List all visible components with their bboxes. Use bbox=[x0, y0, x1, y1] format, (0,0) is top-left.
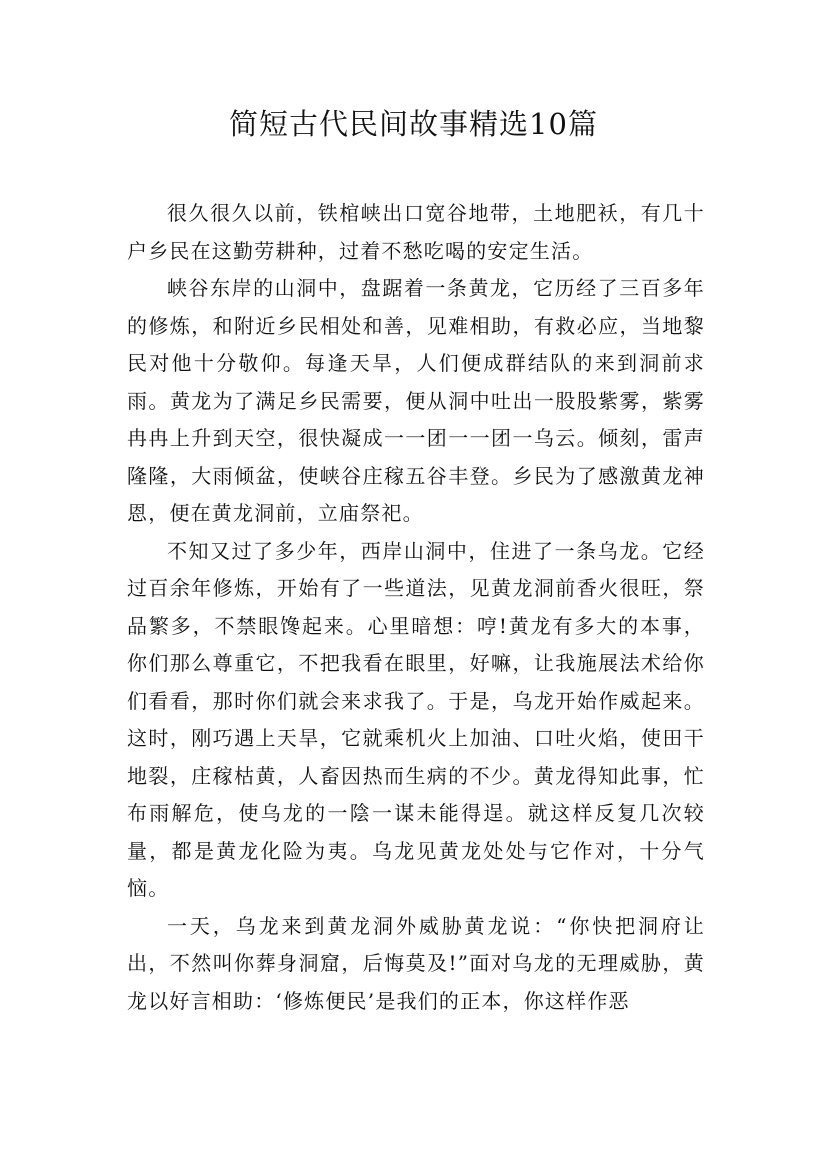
paragraph: 很久很久以前，铁棺峡出口宽谷地带，土地肥袄，有几十户乡民在这勤劳耕种，过着不愁吃喝的安定生活。 bbox=[127, 201, 705, 263]
document-title: 简短古代民间故事精选10篇 bbox=[229, 107, 598, 141]
paragraph: 峡谷东岸的山洞中，盘踞着一条黄龙，它历经了三百多年的修炼，和附近乡民相处和善，见难相助，有救必应，当地黎民对他十分敬仰。每逢天旱，人们便成群结队的来到洞前求雨。黄龙为了满足乡民需要，便从洞中吐出一股股紫雾，紫雾冉冉上升到天空，很快凝成一一团一一团一乌云。倾刻，雷声隆隆，大雨倾盆，使峡谷庄稼五谷丰登。乡民为了感激黄龙神恩，便在黄龙洞前，立庙祭祀。 bbox=[127, 276, 705, 525]
document-body bbox=[127, 195, 705, 1020]
paragraph: 一天，乌龙来到黄龙洞外威胁黄龙说：“你快把洞府让出，不然叫你葬身洞窟，后悔莫及!”面对乌龙的无理威胁，黄龙以好言相助：‘修炼便民’是我们的正本，你这样作恶 bbox=[127, 913, 705, 1013]
paragraph: 不知又过了多少年，西岸山洞中，住进了一条乌龙。它经过百余年修炼，开始有了一些道法，见黄龙洞前香火很旺，祭品繁多，不禁眼馋起来。心里暗想：哼!黄龙有多大的本事，你们那么尊重它，不把我看在眼里，好嘛，让我施展法术给你们看看，那时你们就会来求我了。于是，乌龙开始作威起来。这时，刚巧遇上天旱，它就乘机火上加油、口吐火焰，使田干地裂，庄稼枯黄，人畜因热而生病的不少。黄龙得知此事，忙布雨解危，使乌龙的一陰一谋未能得逞。就这样反复几次较量，都是黄龙化险为夷。乌龙见黄龙处处与它作对，十分气恼。 bbox=[127, 538, 705, 900]
